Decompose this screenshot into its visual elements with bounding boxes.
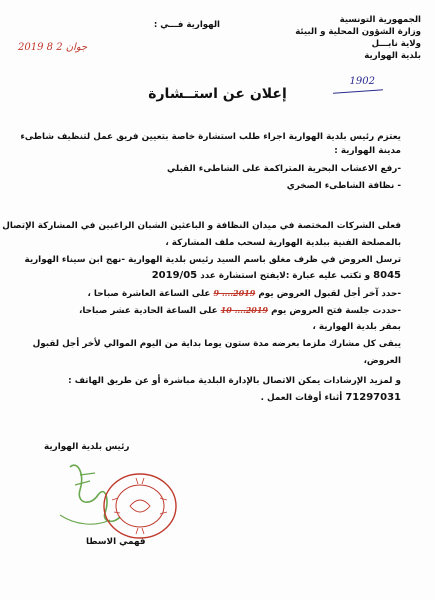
intro-line-2: مدينة الهوارية : <box>334 146 401 156</box>
letterhead-line-3: ولاية نابـــل <box>371 39 421 49</box>
letterhead-line-1: الجمهورية التونسية <box>339 15 421 25</box>
task-item-2: - نظافة الشاطىء الصخري <box>286 181 401 191</box>
paragraph1-line-1: فعلى الشركات المختصة في ميدان النظافة و الباعثين الشبان الراغبين في المشاركة الإتصال <box>2 221 401 231</box>
opening-prefix: -حددت جلسة فتح العروض يوم <box>271 306 401 316</box>
deadline-line <box>87 287 401 300</box>
contact-line-2-text: أثناء أوقات العمل . <box>260 393 343 403</box>
validity-line-2: العروض، <box>363 356 401 366</box>
postal-code: 8045 <box>373 270 401 281</box>
validity-line-1: يبقى كل مشارك ملزما بعرضه مدة ستون يوما بداية من اليوم الموالي لأخر أجل لقبول <box>32 339 401 349</box>
deadline-suffix: على الساعة العاشرة صباحا ، <box>87 289 211 299</box>
handwritten-date: 2019 جوان 2 8 <box>18 42 88 53</box>
opening-suffix: على الساعة الحادية عشر صباحا، <box>78 306 218 316</box>
place-date-label: الهوارية فـــي : <box>153 20 220 30</box>
page-title: إعلان عن استــشارة <box>148 86 287 102</box>
opening-handwritten-date: 10 ....2019 <box>220 305 268 315</box>
letterhead-line-4: بلدية الهوارية <box>364 51 421 61</box>
reference-number: 1902 <box>349 76 375 87</box>
consultation-reference: 2019/05 <box>151 270 198 281</box>
paragraph2-line-2-text: و تكتب عليه عبارة :لايفتح استشارة عدد <box>200 271 371 281</box>
letterhead <box>295 14 421 62</box>
paragraph2-line-1: ترسل العروض في ظرف مغلق باسم السيد رئيس بلدية الهوارية -نهج ابن سيناء الهوارية <box>24 255 401 265</box>
deadline-handwritten-date: 9 ....2019 <box>213 288 256 298</box>
seal-stamp-icon <box>100 470 180 542</box>
opening-line <box>79 304 401 317</box>
signatory-name: فهمي الاسطا <box>86 537 146 547</box>
paragraph2-line-2 <box>152 270 401 282</box>
deadline-prefix: -حدد آخر أجل لقبول العروض يوم <box>258 289 401 299</box>
phone-number: 71297031 <box>345 392 401 403</box>
opening-line-2: بمقر بلدية الهوارية ، <box>312 322 401 332</box>
intro-line-1: يعتزم رئيس بلدية الهوارية اجراء طلب استشارة خاصة بتعيين فريق عمل لتنظيف شاطىء <box>20 132 401 142</box>
letterhead-line-2: وزارة الشؤون المحلية و البيئة <box>295 27 421 37</box>
contact-line-1: و لمزيد الإرشادات يمكن الاتصال بالإدارة البلدية مباشرة أو عن طريق الهاتف : <box>68 376 401 386</box>
task-item-1: -رفع الاعشاب البحرية المتراكمة على الشاطىء القبلي <box>166 164 401 174</box>
paragraph1-line-2: بالمصلحة الفنية ببلدية الهوارية لسحب ملف المشاركة ، <box>165 238 401 248</box>
contact-line-2 <box>261 392 401 404</box>
signatory-title: رئيس بلدية الهوارية <box>44 442 130 452</box>
